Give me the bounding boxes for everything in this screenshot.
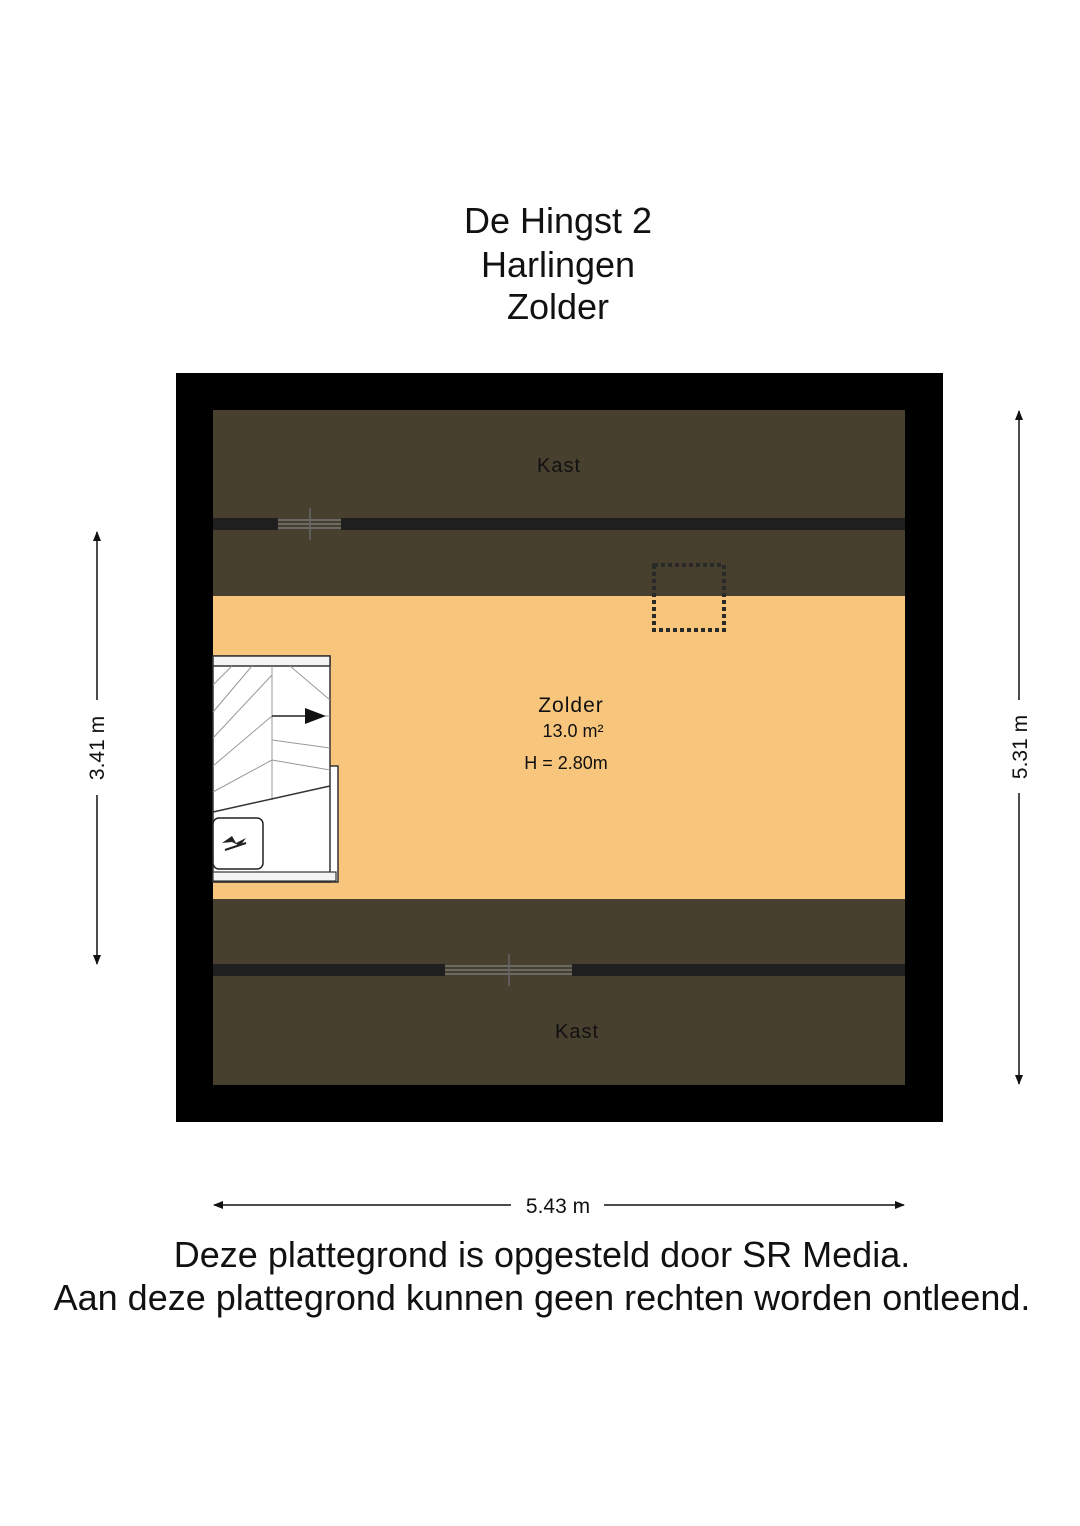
address-title: De Hingst 2 <box>463 200 653 241</box>
zolder-area-label: 13.0 m² <box>542 721 604 741</box>
kast-bottom-label: Kast <box>554 1021 600 1043</box>
right-dimension-label: 5.31 m <box>1009 714 1032 780</box>
city-title: Harlingen <box>480 244 636 285</box>
kast-top-label: Kast <box>536 455 582 477</box>
left-dimension-label: 3.41 m <box>86 715 109 781</box>
zolder-height-label: H = 2.80m <box>524 753 608 773</box>
floor-title: Zolder <box>506 286 610 327</box>
disclaimer-line-1: Deze plattegrond is opgesteld door SR Media. <box>173 1234 911 1275</box>
zolder-room-label: Zolder <box>538 694 604 717</box>
bottom-dimension-label: 5.43 m <box>525 1195 591 1218</box>
disclaimer-line-2: Aan deze plattegrond kunnen geen rechten worden ontleend. <box>53 1277 1031 1318</box>
staircase <box>213 656 338 882</box>
